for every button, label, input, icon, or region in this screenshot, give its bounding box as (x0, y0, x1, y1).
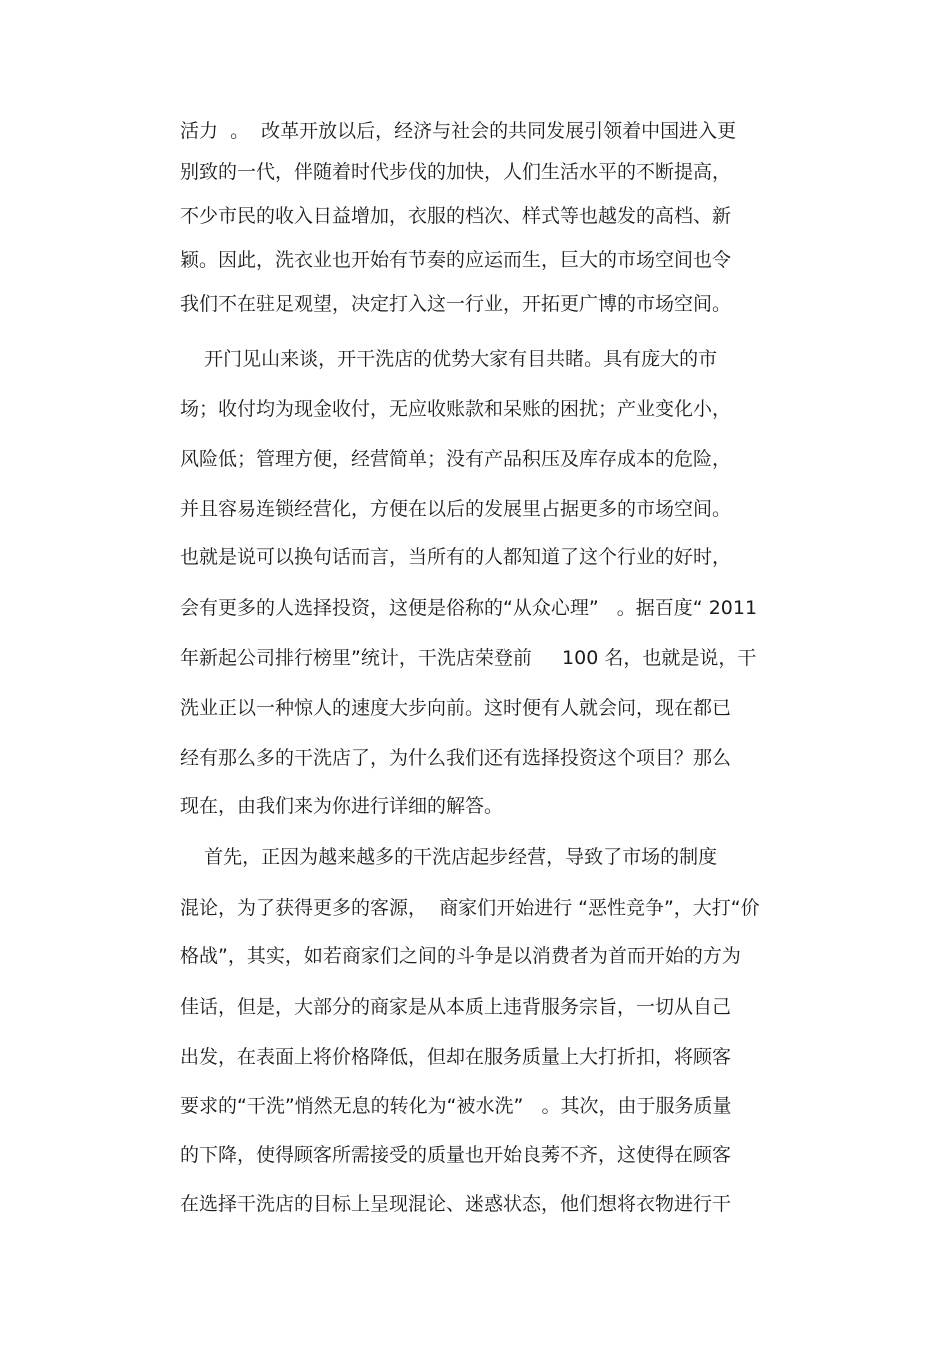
text-line: 我们不在驻足观望，决定打入这一行业，开拓更广博的市场空间。 (180, 293, 732, 315)
text-line: 出发，在表面上将价格降低，但却在服务质量上大打折扣，将顾客 (180, 1046, 732, 1068)
text-line: 并且容易连锁经营化，方便在以后的发展里占据更多的市场空间。 (180, 498, 732, 520)
text-line: 也就是说可以换句话而言，当所有的人都知道了这个行业的好时， (180, 546, 732, 568)
text-line: 佳话，但是，大部分的商家是从本质上违背服务宗旨，一切从自己 (180, 996, 732, 1018)
text-line: 年新起公司排行榜里”统计，干洗店荣登前 100 名，也就是说，干 (180, 647, 757, 669)
text-line: 场；收付均为现金收付，无应收账款和呆账的困扰；产业变化小， (180, 398, 732, 420)
text-line: 现在，由我们来为你进行详细的解答。 (180, 795, 504, 817)
text-line: 风险低；管理方便，经营简单；没有产品积压及库存成本的危险， (180, 448, 732, 470)
text-line: 洗业正以一种惊人的速度大步向前。这时便有人就会问，现在都已 (180, 697, 732, 719)
text-line: 活力 。 改革开放以后，经济与社会的共同发展引领着中国进入更 (180, 120, 737, 142)
text-line: 的下降，使得顾客所需接受的质量也开始良莠不齐，这使得在顾客 (180, 1144, 732, 1166)
text-line: 颖。因此，洗衣业也开始有节奏的应运而生，巨大的市场空间也令 (180, 249, 732, 271)
text-line: 格战”，其实，如若商家们之间的斗争是以消费者为首而开始的方为 (180, 945, 741, 967)
text-line: 经有那么多的干洗店了，为什么我们还有选择投资这个项目？那么 (180, 747, 732, 769)
text-line: 首先，正因为越来越多的干洗店起步经营，导致了市场的制度 (180, 846, 718, 868)
text-line: 会有更多的人选择投资，这便是俗称的“从众心理” 。据百度“ 2011 (180, 597, 758, 619)
text-line: 别致的一代，伴随着时代步伐的加快，人们生活水平的不断提高， (180, 161, 732, 183)
text-line: 在选择干洗店的目标上呈现混论、迷惑状态，他们想将衣物进行干 (180, 1193, 732, 1215)
text-line: 不少市民的收入日益增加，衣服的档次、样式等也越发的高档、新 (180, 205, 732, 227)
text-line: 开门见山来谈，开干洗店的优势大家有目共睹。具有庞大的市 (180, 348, 718, 370)
text-line: 混论，为了获得更多的客源， 商家们开始进行 “恶性竞争”，大打“价 (180, 897, 760, 919)
text-line: 要求的“干洗”悄然无息的转化为“被水洗” 。其次，由于服务质量 (180, 1095, 732, 1117)
